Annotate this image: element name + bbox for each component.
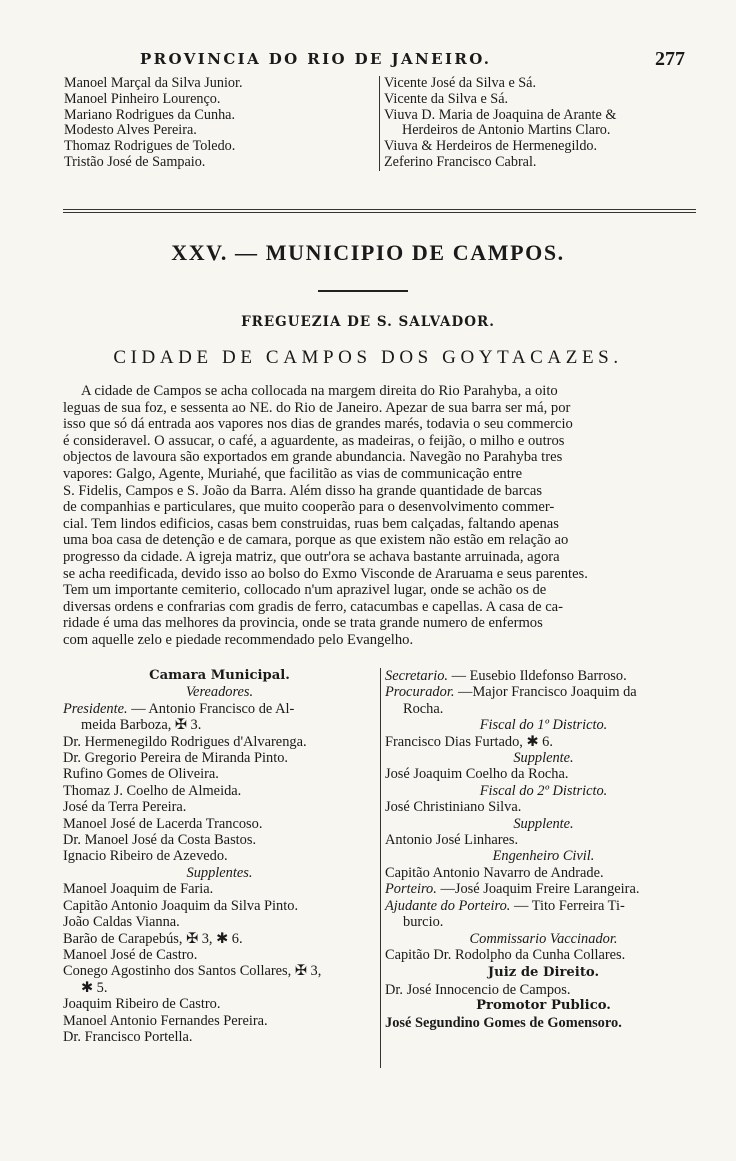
divider-rule: [63, 209, 696, 210]
text-line: cial. Tem lindos edificios, casas bem construidas, ruas bem calçadas, faltando apenas: [63, 515, 559, 532]
juiz-name: Dr. José Innocencio de Campos.: [385, 981, 571, 998]
ajudante-label: Ajudante do Porteiro.: [385, 897, 511, 914]
list-item: Thomaz J. Coelho de Almeida.: [63, 782, 242, 799]
vereadores-heading: Vereadores.: [185, 684, 254, 701]
engenheiro-heading: Engenheiro Civil.: [492, 848, 595, 865]
ajudante-name-cont: burcio.: [403, 914, 444, 931]
page-number: 277: [655, 48, 685, 70]
list-item: Herdeiros de Antonio Martins Claro.: [402, 122, 611, 139]
city-heading: CIDADE DE CAMPOS DOS GOYTACAZES.: [113, 347, 623, 368]
text-line: com aquelle zelo e piedade recommendado pelo Evangelho.: [63, 631, 414, 648]
officers-column: [380, 668, 702, 1068]
list-item: Manoel Antonio Fernandes Pereira.: [63, 1012, 268, 1029]
fiscal1-name: Francisco Dias Furtado, ✱ 6.: [385, 733, 553, 750]
list-item: Joaquim Ribeiro de Castro.: [63, 996, 221, 1013]
top-right-column: [379, 76, 702, 171]
commissario-name: Capitão Dr. Rodolpho da Cunha Collares.: [385, 946, 626, 963]
list-item: Conego Agostinho dos Santos Collares, ✠ 3,: [63, 963, 322, 980]
procurador-name-cont: Rocha.: [403, 700, 444, 717]
list-item: Manoel José de Castro.: [63, 946, 198, 963]
list-item: Dr. Francisco Portella.: [63, 1028, 193, 1045]
list-item: Vicente da Silva e Sá.: [384, 90, 509, 107]
presidente-name-cont: meida Barboza, ✠ 3.: [81, 717, 202, 734]
text-line: ridade é uma das melhores da provincia, onde se trata grande numero de enfermos: [63, 615, 543, 632]
text-line: uma boa casa de detenção e de camara, porque as que existem não estão em relação ao: [63, 532, 569, 549]
running-header: [0, 48, 736, 74]
supplente2-heading: Supplente.: [513, 815, 574, 832]
header-title: PROVINCIA DO RIO DE JANEIRO.: [140, 50, 492, 68]
camara-heading: Camara Municipal.: [149, 668, 290, 683]
supplente1-name: José Joaquim Coelho da Rocha.: [385, 766, 569, 783]
text-line: diversas ordens e confrarias com gradis de ferro, catacumbas e capellas. A casa de ca-: [63, 598, 564, 615]
text-line: é consideravel. O assucar, o café, a aguardente, as madeiras, o feijão, o milho e outros: [63, 432, 565, 449]
fiscal2-name: José Christiniano Silva.: [385, 799, 522, 816]
list-item: Dr. Hermenegildo Rodrigues d'Alvarenga.: [63, 733, 307, 750]
text-line: se acha reedificada, devido isso ao bolso do Exmo Visconde de Araruama e seus parentes.: [63, 565, 588, 582]
fiscal2-heading: Fiscal do 2º Districto.: [479, 782, 608, 799]
presidente-label: Presidente.: [63, 700, 128, 717]
engenheiro-name: Capitão Antonio Navarro de Andrade.: [385, 864, 604, 881]
list-item: Dr. Manoel José da Costa Bastos.: [63, 832, 257, 849]
presidente-name: — Antonio Francisco de Al-: [131, 700, 295, 717]
ajudante-entry: [385, 898, 702, 914]
secretario-label: Secretario.: [385, 668, 449, 684]
text-line: isso que só dá entrada aos vapores nos dias de grandes marés, todavia o seu commercio: [63, 416, 573, 433]
juiz-heading: Juiz de Direito.: [487, 965, 600, 981]
text-line: leguas de sua foz, e sessenta ao NE. do Rio de Janeiro. Apezar de sua barra ser má, por: [63, 399, 571, 416]
presidente-entry: [63, 701, 376, 717]
divider-rule: [63, 212, 696, 213]
text-line: de companhias e particulares, que muito cooperão para o desenvolvimento commer-: [63, 499, 555, 516]
section-title: XXV. — MUNICIPIO DE CAMPOS.: [171, 240, 565, 265]
procurador-name: —Major Francisco Joaquim da: [458, 684, 637, 701]
camara-column: [63, 668, 376, 1045]
supplente2-name: Antonio José Linhares.: [385, 832, 519, 849]
promotor-heading: Promotor Publico.: [476, 998, 611, 1014]
list-item: Dr. Gregorio Pereira de Miranda Pinto.: [63, 750, 288, 767]
supplente1-heading: Supplente.: [513, 750, 574, 767]
list-item: José da Terra Pereira.: [63, 799, 187, 816]
fiscal1-heading: Fiscal do 1º Districto.: [479, 717, 608, 734]
list-item: Modesto Alves Pereira.: [64, 122, 197, 139]
text-line: S. Fidelis, Campos e S. João da Barra. Além disso ha grande quantidade de barcas: [63, 482, 543, 499]
list-item: João Caldas Vianna.: [63, 914, 180, 931]
promotor-name: José Segundino Gomes de Gomensoro.: [385, 1014, 622, 1031]
procurador-entry: [385, 684, 702, 700]
list-item: Mariano Rodrigues da Cunha.: [64, 106, 236, 123]
parish-heading: FREGUEZIA DE S. SALVADOR.: [241, 314, 495, 330]
text-line: objectos de lavoura são exportados em grande abundancia. Navegão no Parahyba tres: [63, 449, 563, 466]
list-item: Capitão Antonio Joaquim da Silva Pinto.: [63, 897, 299, 914]
list-item: Barão de Carapebús, ✠ 3, ✱ 6.: [63, 930, 243, 947]
list-item: Thomaz Rodrigues de Toledo.: [64, 138, 236, 155]
list-item: Ignacio Ribeiro de Azevedo.: [63, 848, 228, 865]
porteiro-entry: [385, 881, 702, 897]
secretario-entry: [385, 668, 702, 684]
top-left-column: [64, 76, 376, 171]
list-item: Vicente José da Silva e Sá.: [384, 75, 537, 91]
list-item: Manoel Pinheiro Lourenço.: [64, 90, 221, 107]
porteiro-label: Porteiro.: [385, 881, 437, 898]
list-item: Manoel Joaquim de Faria.: [63, 881, 214, 898]
list-item: Viuva & Herdeiros de Hermenegildo.: [384, 138, 598, 155]
list-item: Manoel Marçal da Silva Junior.: [64, 75, 243, 91]
list-item: ✱ 5.: [81, 979, 108, 996]
list-item: Rufino Gomes de Oliveira.: [63, 766, 219, 783]
list-item: Manoel José de Lacerda Trancoso.: [63, 815, 263, 832]
text-line: A cidade de Campos se acha collocada na margem direita do Rio Parahyba, a oito: [81, 383, 558, 399]
procurador-label: Procurador.: [385, 684, 455, 701]
supplentes-heading: Supplentes.: [186, 864, 253, 881]
ajudante-name: — Tito Ferreira Ti-: [513, 897, 625, 914]
city-description: [63, 383, 696, 649]
text-line: vapores: Galgo, Agente, Muriahé, que facilitão as vias de communicação entre: [63, 465, 523, 482]
secretario-name: — Eusebio Ildefonso Barroso.: [451, 668, 627, 684]
list-item: Tristão José de Sampaio.: [64, 153, 206, 170]
list-item: Viuva D. Maria de Joaquina de Arante &: [384, 106, 617, 123]
text-line: Tem um importante cemiterio, collocado n'um aprazivel lugar, onde se achão os de: [63, 582, 547, 599]
commissario-heading: Commissario Vaccinador.: [469, 930, 618, 947]
porteiro-name: —José Joaquim Freire Larangeira.: [440, 881, 640, 898]
text-line: progresso da cidade. A igreja matriz, que outr'ora se achava bastante arruinada, agora: [63, 548, 560, 565]
title-rule: [318, 290, 408, 292]
list-item: Zeferino Francisco Cabral.: [384, 153, 537, 170]
